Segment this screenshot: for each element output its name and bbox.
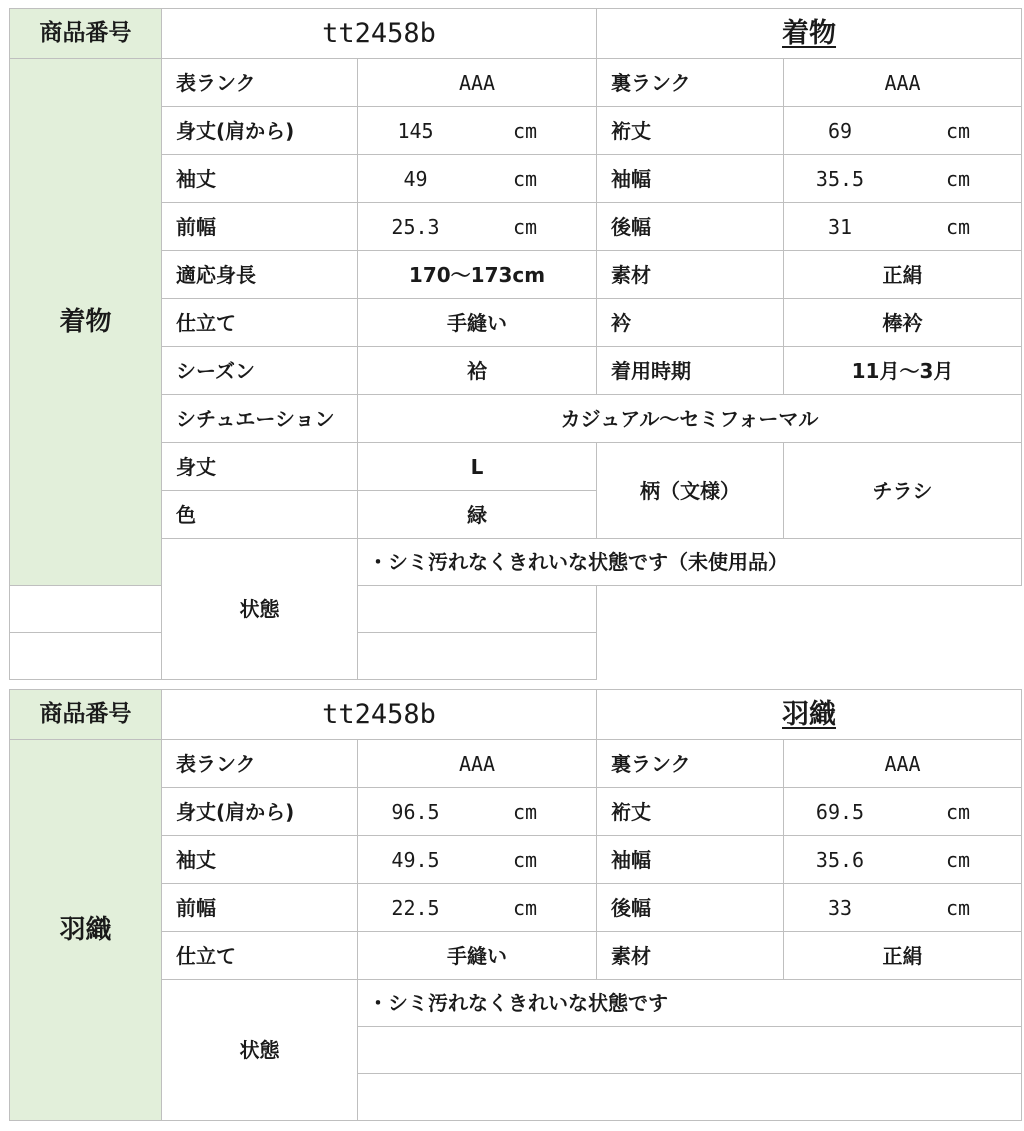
table-row	[10, 251, 1022, 299]
spec-unit: cm	[513, 895, 538, 920]
table-row	[10, 395, 1022, 443]
condition-row	[10, 586, 1022, 633]
table-row	[10, 347, 1022, 395]
spec-value: 96.5	[391, 799, 440, 824]
spec-value: 69.5	[815, 799, 865, 824]
spec-label: 適応身長	[162, 251, 358, 299]
table-row	[10, 155, 1022, 203]
product-number: tt2458b	[162, 690, 597, 740]
spec-value: 正絹	[784, 251, 1022, 299]
spec-unit: cm	[513, 799, 538, 824]
spec-value: 49.5	[391, 847, 440, 872]
table-row	[10, 740, 1022, 788]
spec-value: 正絹	[784, 932, 1022, 980]
situation-value: カジュアル～セミフォーマル	[358, 395, 1022, 443]
spec-label: シーズン	[162, 347, 358, 395]
product-spec-sheet	[9, 0, 1021, 1127]
size-label: 身丈	[162, 443, 358, 491]
spec-value: 22.5	[391, 895, 440, 920]
spec-value: 69	[827, 118, 853, 143]
spec-value-cell	[358, 836, 597, 884]
situation-label: シチュエーション	[162, 395, 358, 443]
spec-label: 素材	[597, 251, 784, 299]
spec-label: 着用時期	[597, 347, 784, 395]
spec-label: 前幅	[162, 203, 358, 251]
spec-value-cell	[784, 836, 1022, 884]
table-row	[10, 443, 1022, 491]
haori-header-row	[10, 690, 1022, 740]
table-row	[10, 932, 1022, 980]
spec-label: 表ランク	[162, 59, 358, 107]
table-row	[10, 299, 1022, 347]
kimono-header-row	[10, 9, 1022, 59]
condition-row	[10, 633, 1022, 680]
spec-label: 衿	[597, 299, 784, 347]
condition-note	[10, 633, 597, 680]
condition-row	[10, 539, 1022, 586]
spec-value: 手縫い	[358, 299, 597, 347]
spec-value: 棒衿	[784, 299, 1022, 347]
spec-label: 裏ランク	[597, 59, 784, 107]
spec-value-cell	[784, 155, 1022, 203]
spec-value-cell	[784, 884, 1022, 932]
spec-label: 袖丈	[162, 155, 358, 203]
spec-value-cell	[358, 788, 597, 836]
spec-label: 前幅	[162, 884, 358, 932]
spec-value: 170～173cm	[358, 251, 597, 299]
spec-value: 35.5	[815, 166, 865, 191]
table-row	[10, 203, 1022, 251]
product-number-label: 商品番号	[10, 690, 162, 740]
spec-value: AAA	[784, 59, 1022, 107]
spec-value: 11月～3月	[784, 347, 1022, 395]
condition-label: 状態	[162, 539, 358, 680]
spec-unit: cm	[513, 214, 538, 239]
spec-unit: cm	[946, 166, 971, 191]
spec-label: 素材	[597, 932, 784, 980]
spec-value: 31	[827, 214, 853, 239]
spec-unit: cm	[513, 118, 538, 143]
spec-value: 手縫い	[358, 932, 597, 980]
pattern-label: 柄（文様）	[597, 443, 784, 539]
spec-unit: cm	[946, 847, 971, 872]
condition-note	[358, 1027, 1022, 1074]
pattern-value: チラシ	[784, 443, 1022, 539]
spec-label: 裏ランク	[597, 740, 784, 788]
spec-value-cell	[784, 788, 1022, 836]
condition-note	[358, 1074, 1022, 1121]
spec-label: 後幅	[597, 203, 784, 251]
color-label: 色	[162, 491, 358, 539]
condition-label: 状態	[162, 980, 358, 1121]
table-row	[10, 836, 1022, 884]
spec-label: 仕立て	[162, 932, 358, 980]
item-title: 羽織	[597, 690, 1022, 740]
spec-label: 仕立て	[162, 299, 358, 347]
product-number: tt2458b	[162, 9, 597, 59]
spec-value-cell	[784, 203, 1022, 251]
spec-value: 35.6	[815, 847, 865, 872]
spec-value: 145	[397, 118, 434, 143]
spec-label: 裄丈	[597, 107, 784, 155]
spec-unit: cm	[513, 847, 538, 872]
table-row	[10, 59, 1022, 107]
spec-label: 表ランク	[162, 740, 358, 788]
kimono-spec-table	[9, 8, 1022, 680]
spec-value: 49	[403, 166, 428, 191]
section-label: 着物	[10, 59, 162, 586]
spec-unit: cm	[946, 895, 971, 920]
spec-value: 袷	[358, 347, 597, 395]
spec-label: 裄丈	[597, 788, 784, 836]
spec-unit: cm	[946, 214, 971, 239]
spec-label: 身丈(肩から)	[162, 788, 358, 836]
spec-value-cell	[358, 155, 597, 203]
spec-unit: cm	[513, 166, 538, 191]
size-value: L	[358, 443, 597, 491]
spec-value-cell	[784, 107, 1022, 155]
condition-note	[10, 586, 597, 633]
spec-label: 身丈(肩から)	[162, 107, 358, 155]
spec-value: 25.3	[391, 214, 440, 239]
spec-value-cell	[358, 203, 597, 251]
spec-value: 33	[827, 895, 853, 920]
spec-label: 袖幅	[597, 836, 784, 884]
condition-row	[10, 980, 1022, 1027]
table-row	[10, 884, 1022, 932]
color-value: 緑	[358, 491, 597, 539]
table-row	[10, 788, 1022, 836]
spec-unit: cm	[946, 799, 971, 824]
table-row	[10, 107, 1022, 155]
spec-value: AAA	[358, 59, 597, 107]
spec-value: AAA	[358, 740, 597, 788]
spec-label: 後幅	[597, 884, 784, 932]
spec-value-cell	[358, 884, 597, 932]
haori-spec-table	[9, 689, 1022, 1121]
spec-value: AAA	[784, 740, 1022, 788]
condition-note: ・シミ汚れなくきれいな状態です（未使用品）	[358, 539, 1022, 586]
spec-label: 袖幅	[597, 155, 784, 203]
product-number-label: 商品番号	[10, 9, 162, 59]
spec-unit: cm	[946, 118, 971, 143]
item-title: 着物	[597, 9, 1022, 59]
section-label: 羽織	[10, 740, 162, 1121]
spec-label: 袖丈	[162, 836, 358, 884]
spec-value-cell	[358, 107, 597, 155]
condition-note: ・シミ汚れなくきれいな状態です	[358, 980, 1022, 1027]
